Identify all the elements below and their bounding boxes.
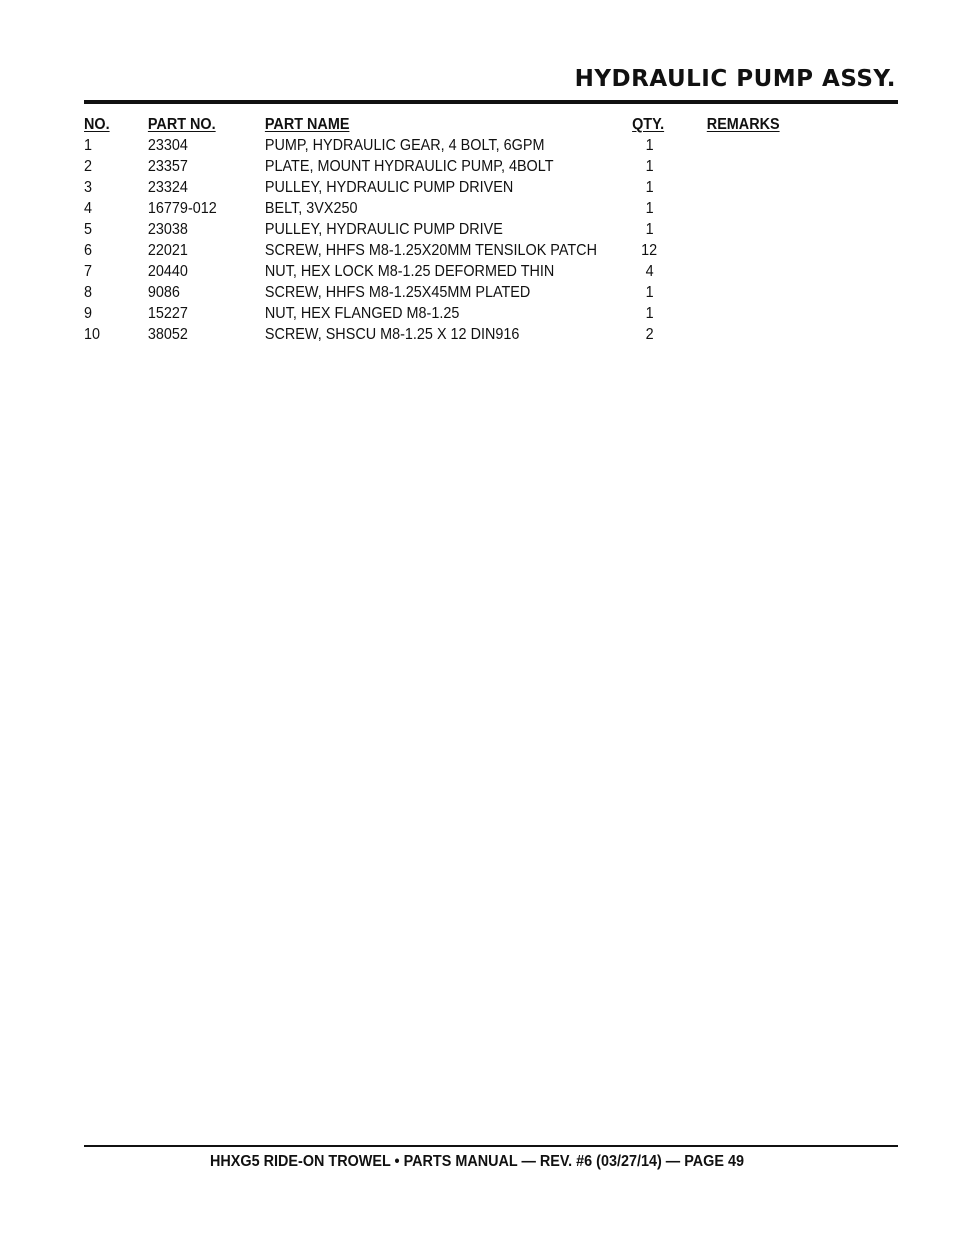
table-header-row <box>84 114 815 135</box>
column-header-no: NO. <box>84 116 110 133</box>
footer-divider <box>84 1145 898 1147</box>
table-row <box>84 177 815 198</box>
cell-part-no: 23304 <box>147 137 188 154</box>
cell-qty: 1 <box>645 284 654 301</box>
title-divider <box>84 100 898 104</box>
page-title: HYDRAULIC PUMP ASSY. <box>574 66 896 92</box>
cell-part-no: 15227 <box>147 305 188 322</box>
cell-part-no: 16779-012 <box>147 200 217 217</box>
cell-part-no: 23324 <box>147 179 188 196</box>
cell-remarks <box>707 240 815 261</box>
cell-remarks <box>707 198 815 219</box>
parts-table <box>84 114 815 345</box>
cell-remarks <box>707 177 815 198</box>
table-row <box>84 261 815 282</box>
cell-no: 2 <box>84 158 93 175</box>
table-row <box>84 135 815 156</box>
cell-remarks <box>707 282 815 303</box>
cell-part-no: 22021 <box>147 242 188 259</box>
cell-qty: 12 <box>641 242 658 259</box>
cell-no: 10 <box>84 326 101 343</box>
page-footer: HHXG5 RIDE-ON TROWEL • PARTS MANUAL — REV. #6 (03/27/14) — PAGE 49 <box>210 1153 744 1170</box>
cell-remarks <box>707 219 815 240</box>
cell-qty: 2 <box>645 326 654 343</box>
table-row <box>84 240 815 261</box>
cell-part-no: 20440 <box>147 263 188 280</box>
cell-no: 1 <box>84 137 93 154</box>
table-row <box>84 303 815 324</box>
cell-qty: 1 <box>645 221 654 238</box>
cell-no: 6 <box>84 242 93 259</box>
column-header-qty: QTY. <box>632 116 665 133</box>
cell-qty: 4 <box>645 263 654 280</box>
column-header-part-name: PART NAME <box>264 116 350 133</box>
cell-part-name: NUT, HEX FLANGED M8-1.25 <box>264 305 460 322</box>
cell-part-name: SCREW, SHSCU M8-1.25 X 12 DIN916 <box>264 326 520 343</box>
cell-part-name: PULLEY, HYDRAULIC PUMP DRIVEN <box>264 179 514 196</box>
cell-no: 4 <box>84 200 93 217</box>
cell-qty: 1 <box>645 179 654 196</box>
table-row <box>84 198 815 219</box>
cell-no: 3 <box>84 179 93 196</box>
cell-no: 7 <box>84 263 93 280</box>
table-row <box>84 219 815 240</box>
cell-part-no: 23357 <box>147 158 188 175</box>
table-row <box>84 156 815 177</box>
cell-no: 5 <box>84 221 93 238</box>
cell-part-no: 9086 <box>147 284 180 301</box>
cell-remarks <box>707 135 815 156</box>
cell-remarks <box>707 303 815 324</box>
cell-remarks <box>707 261 815 282</box>
cell-part-name: SCREW, HHFS M8-1.25X20MM TENSILOK PATCH <box>264 242 597 259</box>
cell-part-name: PLATE, MOUNT HYDRAULIC PUMP, 4BOLT <box>264 158 554 175</box>
cell-qty: 1 <box>645 137 654 154</box>
cell-part-name: SCREW, HHFS M8-1.25X45MM PLATED <box>264 284 531 301</box>
cell-remarks <box>707 324 815 345</box>
column-header-remarks: REMARKS <box>706 116 780 133</box>
column-header-part-no: PART NO. <box>147 116 216 133</box>
cell-part-name: BELT, 3VX250 <box>264 200 358 217</box>
cell-part-name: PULLEY, HYDRAULIC PUMP DRIVE <box>264 221 503 238</box>
cell-remarks <box>707 156 815 177</box>
cell-part-name: NUT, HEX LOCK M8-1.25 DEFORMED THIN <box>264 263 555 280</box>
cell-part-no: 38052 <box>147 326 188 343</box>
table-row <box>84 282 815 303</box>
cell-part-name: PUMP, HYDRAULIC GEAR, 4 BOLT, 6GPM <box>264 137 545 154</box>
cell-no: 8 <box>84 284 93 301</box>
cell-no: 9 <box>84 305 93 322</box>
cell-part-no: 23038 <box>147 221 188 238</box>
cell-qty: 1 <box>645 200 654 217</box>
cell-qty: 1 <box>645 305 654 322</box>
cell-qty: 1 <box>645 158 654 175</box>
table-row <box>84 324 815 345</box>
